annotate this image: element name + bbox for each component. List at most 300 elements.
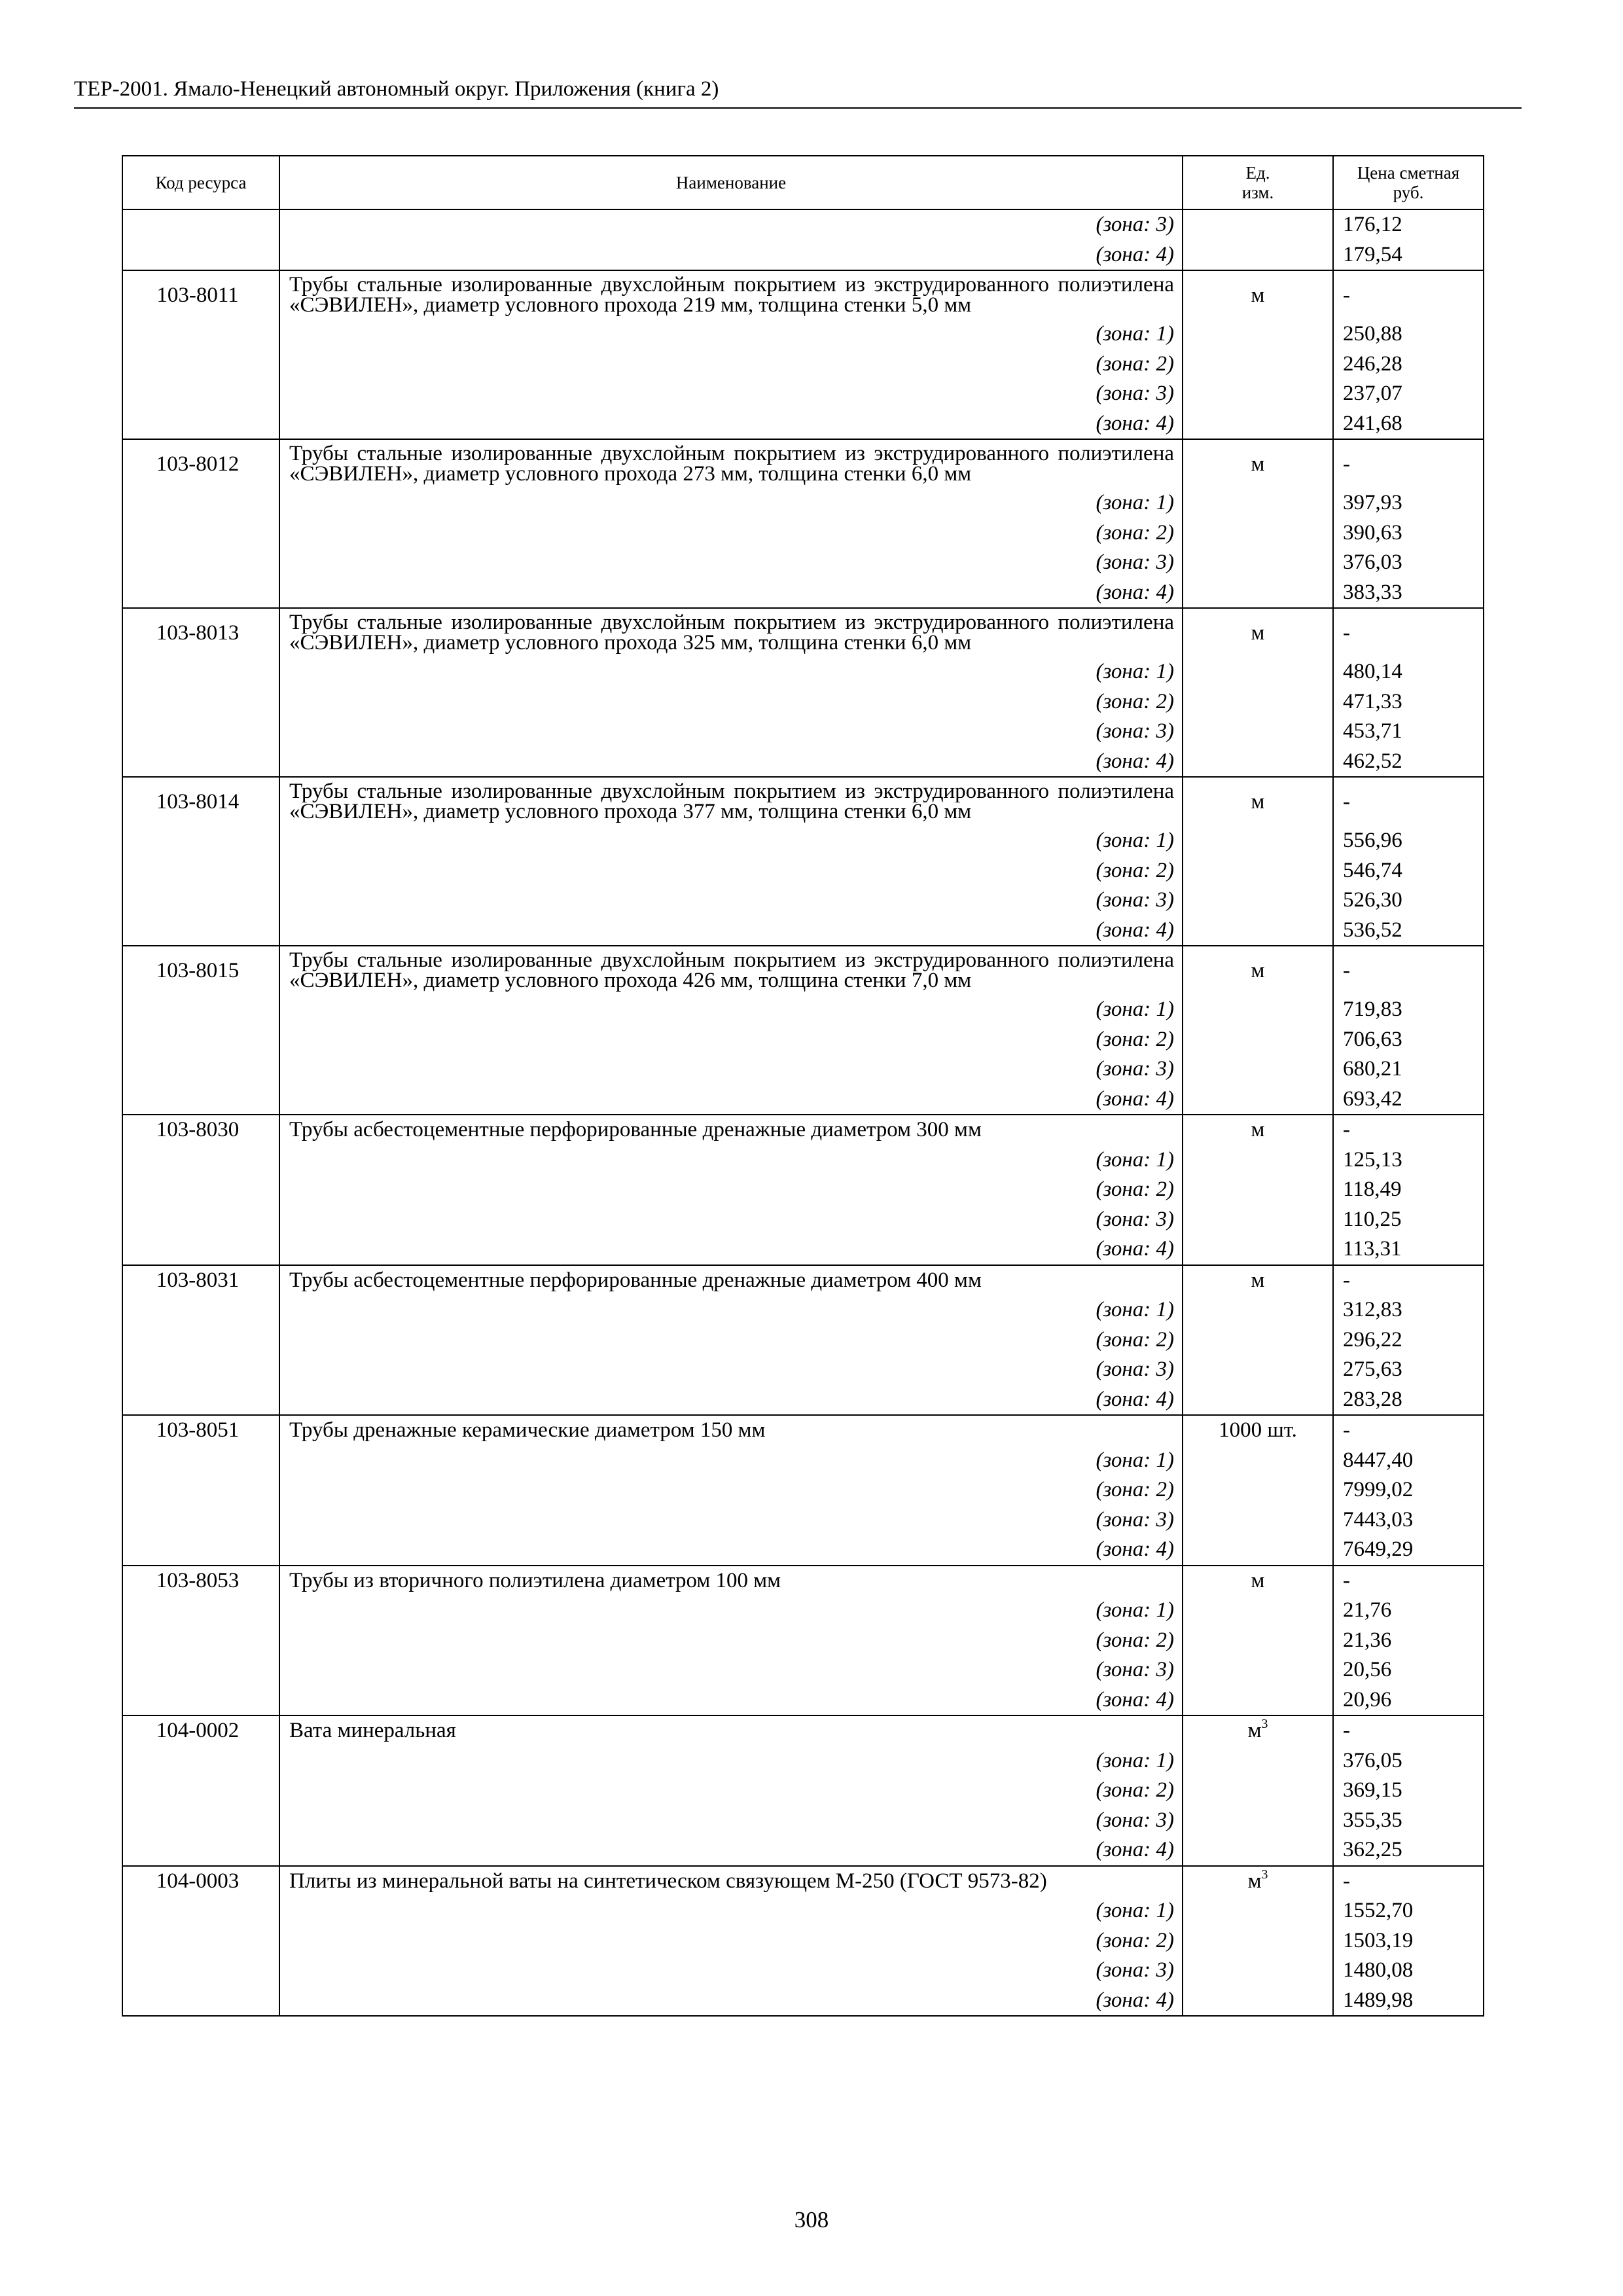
zone-label: (зона: 3)	[279, 1205, 1183, 1235]
table-row	[122, 1866, 1484, 1897]
base-price: -	[1333, 1115, 1484, 1145]
unit-cell	[1183, 488, 1333, 518]
resource-code: 104-0002	[122, 1715, 279, 1746]
zone-price: 237,07	[1333, 379, 1484, 409]
zone-price: 296,22	[1333, 1325, 1484, 1355]
resource-code: 103-8030	[122, 1115, 279, 1145]
code-cell	[122, 687, 279, 717]
unit-cell	[1183, 350, 1333, 380]
resource-name: Трубы асбестоцементные перфорированные дренажные диаметром 300 мм	[279, 1115, 1183, 1145]
unit-cell	[1183, 1446, 1333, 1476]
code-cell	[122, 1596, 279, 1626]
price-table	[122, 155, 1484, 2017]
unit-cell	[1183, 747, 1333, 778]
zone-price: 680,21	[1333, 1054, 1484, 1085]
unit-cell	[1183, 1145, 1333, 1175]
resource-code: 103-8013	[122, 608, 279, 657]
zone-label: (зона: 3)	[279, 379, 1183, 409]
table-row	[122, 1265, 1484, 1296]
code-cell	[122, 1926, 279, 1956]
zone-label: (зона: 2)	[279, 856, 1183, 886]
code-cell	[122, 1234, 279, 1265]
code-cell	[122, 1896, 279, 1926]
resource-name: Трубы дренажные керамические диаметром 150 мм	[279, 1415, 1183, 1446]
unit-text: 1000 шт.	[1219, 1418, 1297, 1442]
zone-label: (зона: 2)	[279, 1025, 1183, 1055]
zone-row	[122, 1896, 1484, 1926]
unit-cell	[1183, 409, 1333, 440]
base-price: -	[1333, 1715, 1484, 1746]
unit-cell	[1183, 1776, 1333, 1806]
price-header-line1: Цена сметная	[1357, 163, 1460, 183]
zone-label: (зона: 2)	[279, 350, 1183, 380]
running-header: ТЕР-2001. Ямало-Ненецкий автономный округ. Приложения (книга 2)	[74, 75, 1522, 109]
unit-cell	[1183, 1085, 1333, 1115]
unit-of-measure	[1183, 1115, 1333, 1145]
code-cell	[122, 747, 279, 778]
zone-label: (зона: 2)	[279, 1175, 1183, 1205]
unit-cell	[1183, 1896, 1333, 1926]
unit-cell	[1183, 1295, 1333, 1325]
zone-price: 471,33	[1333, 687, 1484, 717]
zone-price: 312,83	[1333, 1295, 1484, 1325]
unit-cell	[1183, 1505, 1333, 1535]
unit-text: м	[1247, 1719, 1262, 1742]
code-cell	[122, 995, 279, 1025]
zone-price: 397,93	[1333, 488, 1484, 518]
unit-header-line2: изм.	[1241, 183, 1274, 202]
zone-row	[122, 1505, 1484, 1535]
unit-cell	[1183, 916, 1333, 946]
code-cell	[122, 1835, 279, 1866]
resource-name: Трубы стальные изолированные двухслойным покрытием из экструдированного полиэтилена «СЭВИЛЕН», диаметр условного прохода 426 мм, толщина стенки 7,0 мм	[279, 946, 1183, 995]
resource-code: 103-8031	[122, 1265, 279, 1296]
zone-label: (зона: 4)	[279, 1085, 1183, 1115]
table-row	[122, 1715, 1484, 1746]
zone-price: 20,96	[1333, 1685, 1484, 1716]
resource-name: Трубы из вторичного полиэтилена диаметром 100 мм	[279, 1566, 1183, 1596]
zone-label: (зона: 4)	[279, 1535, 1183, 1566]
zone-price: 719,83	[1333, 995, 1484, 1025]
base-price: -	[1333, 1566, 1484, 1596]
unit-cell	[1183, 886, 1333, 916]
code-cell	[122, 1325, 279, 1355]
unit-of-measure	[1183, 777, 1333, 826]
zone-price: 383,33	[1333, 578, 1484, 609]
code-cell	[122, 717, 279, 747]
resource-code: 103-8015	[122, 946, 279, 995]
unit-of-measure	[1183, 439, 1333, 488]
zone-label: (зона: 3)	[279, 1355, 1183, 1385]
code-cell	[122, 856, 279, 886]
table-row	[122, 439, 1484, 488]
zone-label: (зона: 3)	[279, 717, 1183, 747]
code-cell	[122, 1505, 279, 1535]
zone-row	[122, 1626, 1484, 1656]
unit-cell	[1183, 1025, 1333, 1055]
zone-row	[122, 488, 1484, 518]
table-row	[122, 777, 1484, 826]
zone-row	[122, 1685, 1484, 1716]
zone-label: (зона: 3)	[279, 1956, 1183, 1986]
unit-of-measure	[1183, 1566, 1333, 1596]
zone-row	[122, 1234, 1484, 1265]
code-cell	[122, 518, 279, 548]
unit-of-measure	[1183, 270, 1333, 319]
zone-row	[122, 1986, 1484, 2017]
zone-price: 250,88	[1333, 319, 1484, 350]
unit-cell	[1183, 240, 1333, 271]
unit-cell	[1183, 826, 1333, 856]
unit-cell	[1183, 1926, 1333, 1956]
resource-code: 103-8053	[122, 1566, 279, 1596]
zone-label: (зона: 1)	[279, 1446, 1183, 1476]
table-body	[122, 209, 1484, 2016]
base-price: -	[1333, 439, 1484, 488]
column-header-price	[1333, 156, 1484, 209]
code-cell	[122, 578, 279, 609]
code-cell	[122, 826, 279, 856]
zone-row	[122, 1776, 1484, 1806]
code-cell	[122, 1685, 279, 1716]
zone-row	[122, 1085, 1484, 1115]
zone-row	[122, 518, 1484, 548]
unit-text: м	[1251, 1268, 1265, 1292]
unit-cell	[1183, 548, 1333, 578]
zone-row	[122, 319, 1484, 350]
zone-row	[122, 1385, 1484, 1416]
zone-price: 118,49	[1333, 1175, 1484, 1205]
resource-code: 103-8014	[122, 777, 279, 826]
code-cell	[122, 1655, 279, 1685]
zone-row	[122, 886, 1484, 916]
zone-label: (зона: 4)	[279, 240, 1183, 271]
zone-price: 390,63	[1333, 518, 1484, 548]
zone-price: 110,25	[1333, 1205, 1484, 1235]
zone-price: 113,31	[1333, 1234, 1484, 1265]
resource-code: 103-8051	[122, 1415, 279, 1446]
zone-price: 7649,29	[1333, 1535, 1484, 1566]
zone-row	[122, 687, 1484, 717]
zone-row	[122, 209, 1484, 240]
table-row	[122, 946, 1484, 995]
zone-row	[122, 1655, 1484, 1685]
resource-name: Вата минеральная	[279, 1715, 1183, 1746]
code-cell	[122, 1205, 279, 1235]
zone-row	[122, 350, 1484, 380]
resource-name: Трубы стальные изолированные двухслойным покрытием из экструдированного полиэтилена «СЭВИЛЕН», диаметр условного прохода 219 мм, толщина стенки 5,0 мм	[279, 270, 1183, 319]
zone-price: 8447,40	[1333, 1446, 1484, 1476]
code-cell	[122, 916, 279, 946]
zone-label: (зона: 2)	[279, 1626, 1183, 1656]
resource-name: Плиты из минеральной ваты на синтетическом связующем М-250 (ГОСТ 9573-82)	[279, 1866, 1183, 1897]
zone-price: 556,96	[1333, 826, 1484, 856]
unit-text: м	[1251, 1118, 1265, 1141]
code-cell	[122, 1355, 279, 1385]
zone-row	[122, 1926, 1484, 1956]
zone-price: 283,28	[1333, 1385, 1484, 1416]
zone-row	[122, 747, 1484, 778]
unit-of-measure	[1183, 1866, 1333, 1897]
zone-price: 7999,02	[1333, 1475, 1484, 1505]
zone-label: (зона: 4)	[279, 1835, 1183, 1866]
zone-row	[122, 1205, 1484, 1235]
code-cell	[122, 1626, 279, 1656]
zone-price: 21,76	[1333, 1596, 1484, 1626]
zone-label: (зона: 1)	[279, 1896, 1183, 1926]
unit-cell	[1183, 995, 1333, 1025]
zone-label: (зона: 4)	[279, 1685, 1183, 1716]
base-price: -	[1333, 1866, 1484, 1897]
zone-price: 376,05	[1333, 1746, 1484, 1776]
unit-text: м	[1251, 1568, 1265, 1592]
unit-cell	[1183, 518, 1333, 548]
unit-cell	[1183, 379, 1333, 409]
zone-price: 20,56	[1333, 1655, 1484, 1685]
unit-of-measure	[1183, 946, 1333, 995]
zone-price: 693,42	[1333, 1085, 1484, 1115]
unit-cell	[1183, 1054, 1333, 1085]
unit-cell	[1183, 1325, 1333, 1355]
code-cell	[122, 1385, 279, 1416]
table-row	[122, 1415, 1484, 1446]
unit-cell	[1183, 1234, 1333, 1265]
zone-row	[122, 1535, 1484, 1566]
zone-label: (зона: 1)	[279, 826, 1183, 856]
zone-label: (зона: 2)	[279, 518, 1183, 548]
table-row	[122, 608, 1484, 657]
code-cell	[122, 1446, 279, 1476]
resource-name: Трубы асбестоцементные перфорированные дренажные диаметром 400 мм	[279, 1265, 1183, 1296]
resource-name: Трубы стальные изолированные двухслойным покрытием из экструдированного полиэтилена «СЭВИЛЕН», диаметр условного прохода 273 мм, толщина стенки 6,0 мм	[279, 439, 1183, 488]
unit-superscript: 3	[1261, 1867, 1268, 1882]
zone-row	[122, 1295, 1484, 1325]
code-cell	[122, 1025, 279, 1055]
code-cell	[122, 886, 279, 916]
zone-row	[122, 1596, 1484, 1626]
zone-row	[122, 240, 1484, 271]
zone-label: (зона: 1)	[279, 319, 1183, 350]
base-price: -	[1333, 1265, 1484, 1296]
zone-label: (зона: 1)	[279, 488, 1183, 518]
zone-label: (зона: 2)	[279, 1776, 1183, 1806]
zone-label: (зона: 3)	[279, 1655, 1183, 1685]
unit-cell	[1183, 1806, 1333, 1836]
unit-cell	[1183, 1685, 1333, 1716]
zone-price: 179,54	[1333, 240, 1484, 271]
unit-cell	[1183, 319, 1333, 350]
table-header-row	[122, 156, 1484, 209]
zone-price: 362,25	[1333, 1835, 1484, 1866]
zone-price: 546,74	[1333, 856, 1484, 886]
unit-cell	[1183, 1655, 1333, 1685]
zone-label: (зона: 4)	[279, 1385, 1183, 1416]
zone-row	[122, 1054, 1484, 1085]
code-cell	[122, 319, 279, 350]
unit-of-measure	[1183, 1265, 1333, 1296]
zone-label: (зона: 1)	[279, 1145, 1183, 1175]
unit-cell	[1183, 1175, 1333, 1205]
code-cell	[122, 1776, 279, 1806]
unit-text: м	[1251, 958, 1265, 982]
zone-label: (зона: 3)	[279, 548, 1183, 578]
zone-row	[122, 1475, 1484, 1505]
code-cell	[122, 1295, 279, 1325]
page-number: 308	[794, 2207, 829, 2233]
code-cell	[122, 1175, 279, 1205]
zone-price: 275,63	[1333, 1355, 1484, 1385]
zone-label: (зона: 4)	[279, 409, 1183, 440]
zone-row	[122, 548, 1484, 578]
code-cell	[122, 209, 279, 240]
code-cell	[122, 1986, 279, 2017]
unit-header-line1: Ед.	[1245, 163, 1270, 183]
code-cell	[122, 379, 279, 409]
table-row	[122, 1115, 1484, 1145]
unit-cell	[1183, 856, 1333, 886]
code-cell	[122, 350, 279, 380]
zone-label: (зона: 2)	[279, 687, 1183, 717]
code-cell	[122, 409, 279, 440]
unit-cell	[1183, 578, 1333, 609]
zone-label: (зона: 1)	[279, 1596, 1183, 1626]
unit-cell	[1183, 1746, 1333, 1776]
base-price: -	[1333, 777, 1484, 826]
zone-row	[122, 856, 1484, 886]
resource-name: Трубы стальные изолированные двухслойным покрытием из экструдированного полиэтилена «СЭВИЛЕН», диаметр условного прохода 377 мм, толщина стенки 6,0 мм	[279, 777, 1183, 826]
code-cell	[122, 240, 279, 271]
zone-row	[122, 916, 1484, 946]
zone-price: 453,71	[1333, 717, 1484, 747]
code-cell	[122, 1145, 279, 1175]
unit-of-measure	[1183, 608, 1333, 657]
zone-row	[122, 1835, 1484, 1866]
zone-label: (зона: 2)	[279, 1475, 1183, 1505]
unit-cell	[1183, 657, 1333, 687]
zone-label: (зона: 4)	[279, 916, 1183, 946]
zone-price: 526,30	[1333, 886, 1484, 916]
zone-price: 7443,03	[1333, 1505, 1484, 1535]
zone-price: 176,12	[1333, 209, 1484, 240]
column-header-code: Код ресурса	[122, 156, 279, 209]
zone-row	[122, 657, 1484, 687]
column-header-unit	[1183, 156, 1333, 209]
zone-price: 536,52	[1333, 916, 1484, 946]
zone-label: (зона: 1)	[279, 1295, 1183, 1325]
unit-cell	[1183, 1956, 1333, 1986]
code-cell	[122, 1746, 279, 1776]
zone-label: (зона: 2)	[279, 1926, 1183, 1956]
zone-price: 1480,08	[1333, 1956, 1484, 1986]
unit-cell	[1183, 687, 1333, 717]
unit-text: м	[1251, 789, 1265, 814]
zone-row	[122, 995, 1484, 1025]
column-header-name: Наименование	[279, 156, 1183, 209]
zone-row	[122, 1446, 1484, 1476]
zone-price: 369,15	[1333, 1776, 1484, 1806]
code-cell	[122, 1806, 279, 1836]
zone-price: 125,13	[1333, 1145, 1484, 1175]
unit-text: м	[1251, 283, 1265, 307]
zone-price: 246,28	[1333, 350, 1484, 380]
unit-cell	[1183, 1986, 1333, 2017]
zone-price: 376,03	[1333, 548, 1484, 578]
zone-label: (зона: 3)	[279, 1806, 1183, 1836]
unit-cell	[1183, 717, 1333, 747]
zone-row	[122, 1325, 1484, 1355]
unit-text: м	[1251, 620, 1265, 645]
zone-row	[122, 409, 1484, 440]
unit-cell	[1183, 1355, 1333, 1385]
resource-code: 104-0003	[122, 1866, 279, 1897]
unit-text: м	[1251, 452, 1265, 476]
unit-of-measure	[1183, 1415, 1333, 1446]
zone-price: 241,68	[1333, 409, 1484, 440]
zone-price: 1489,98	[1333, 1986, 1484, 2017]
zone-label: (зона: 1)	[279, 657, 1183, 687]
code-cell	[122, 548, 279, 578]
zone-row	[122, 1175, 1484, 1205]
zone-price: 462,52	[1333, 747, 1484, 778]
zone-price: 21,36	[1333, 1626, 1484, 1656]
code-cell	[122, 1535, 279, 1566]
resource-code: 103-8012	[122, 439, 279, 488]
table-row	[122, 270, 1484, 319]
code-cell	[122, 1475, 279, 1505]
zone-row	[122, 1956, 1484, 1986]
base-price: -	[1333, 608, 1484, 657]
zone-price: 706,63	[1333, 1025, 1484, 1055]
code-cell	[122, 657, 279, 687]
zone-label: (зона: 1)	[279, 1746, 1183, 1776]
zone-row	[122, 1806, 1484, 1836]
zone-label: (зона: 4)	[279, 1234, 1183, 1265]
unit-cell	[1183, 1385, 1333, 1416]
zone-label: (зона: 1)	[279, 995, 1183, 1025]
zone-label: (зона: 2)	[279, 1325, 1183, 1355]
base-price: -	[1333, 946, 1484, 995]
zone-label: (зона: 4)	[279, 747, 1183, 778]
zone-row	[122, 1145, 1484, 1175]
zone-label: (зона: 3)	[279, 209, 1183, 240]
price-header-line2: руб.	[1393, 183, 1424, 202]
zone-price: 480,14	[1333, 657, 1484, 687]
unit-cell	[1183, 1475, 1333, 1505]
unit-cell	[1183, 1596, 1333, 1626]
code-cell	[122, 1956, 279, 1986]
zone-price: 1552,70	[1333, 1896, 1484, 1926]
unit-cell	[1183, 1205, 1333, 1235]
zone-price: 355,35	[1333, 1806, 1484, 1836]
zone-row	[122, 826, 1484, 856]
zone-row	[122, 578, 1484, 609]
code-cell	[122, 1054, 279, 1085]
zone-label: (зона: 4)	[279, 578, 1183, 609]
unit-cell	[1183, 1626, 1333, 1656]
zone-price: 1503,19	[1333, 1926, 1484, 1956]
unit-cell	[1183, 1535, 1333, 1566]
zone-label: (зона: 4)	[279, 1986, 1183, 2017]
zone-label: (зона: 3)	[279, 886, 1183, 916]
zone-label: (зона: 3)	[279, 1054, 1183, 1085]
unit-text: м	[1247, 1869, 1262, 1893]
code-cell	[122, 488, 279, 518]
zone-row	[122, 717, 1484, 747]
zone-label: (зона: 3)	[279, 1505, 1183, 1535]
resource-name: Трубы стальные изолированные двухслойным покрытием из экструдированного полиэтилена «СЭВИЛЕН», диаметр условного прохода 325 мм, толщина стенки 6,0 мм	[279, 608, 1183, 657]
code-cell	[122, 1085, 279, 1115]
resource-code: 103-8011	[122, 270, 279, 319]
